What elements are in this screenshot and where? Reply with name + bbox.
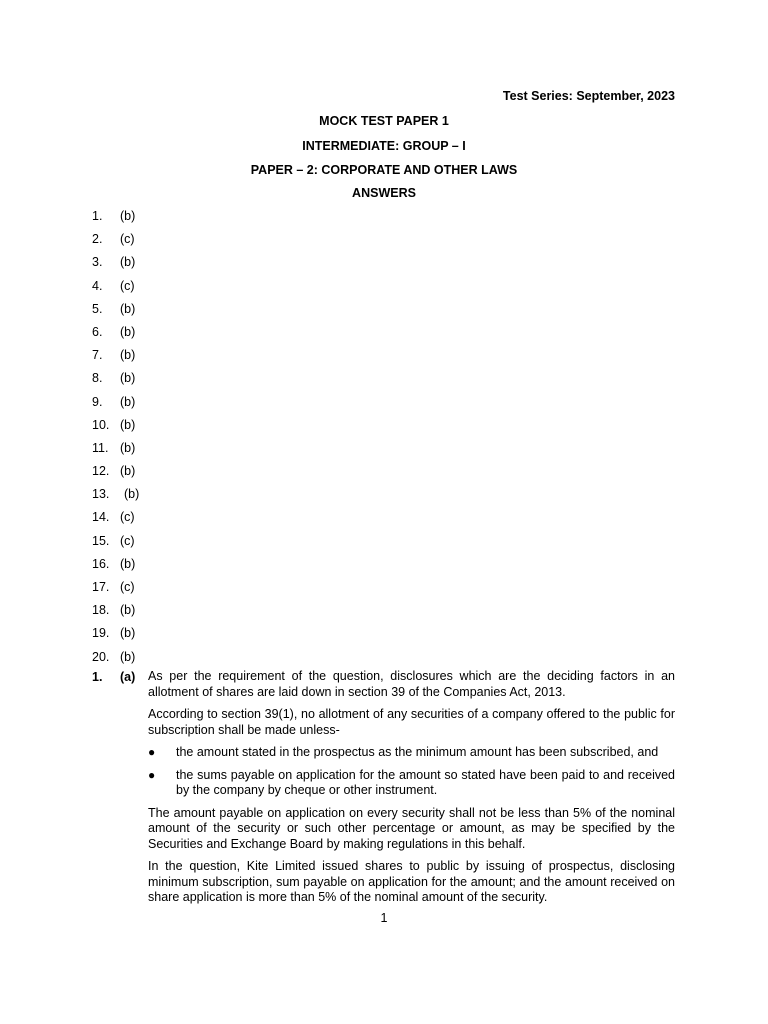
bullet-icon: ● <box>148 745 156 759</box>
question-part: (a) <box>120 670 136 684</box>
answer-row <box>92 394 392 417</box>
answer-number: 17. <box>92 580 110 594</box>
answer-row <box>92 254 392 277</box>
paragraph: As per the requirement of the question, disclosures which are the deciding factors in an allotment of shares are laid down in section 39 of the Companies Act, 2013. <box>148 669 675 699</box>
answer-number: 12. <box>92 464 110 479</box>
answer-number: 5. <box>92 301 103 316</box>
section-heading: ANSWERS <box>352 186 416 200</box>
answer-body <box>148 669 675 913</box>
answer-number: 14. <box>92 510 110 525</box>
answer-number: 6. <box>92 324 103 339</box>
answer-number: 4. <box>92 278 103 293</box>
answer-number: 7. <box>92 348 103 363</box>
answer-number: 19. <box>92 626 110 641</box>
answer-number: 2. <box>92 232 103 247</box>
paragraph: According to section 39(1), no allotment of any securities of a company offered to the public for subscription shall be made unless- <box>148 707 675 737</box>
question-number: 1. <box>92 670 103 684</box>
answer-row <box>92 602 392 625</box>
answer-choice: (c) <box>120 232 135 247</box>
bullet-icon: ● <box>148 767 156 782</box>
answer-choice: (b) <box>120 464 136 479</box>
answer-row <box>92 579 392 602</box>
answer-choice: (b) <box>120 209 136 223</box>
answer-choice: (c) <box>120 278 135 293</box>
answer-row <box>92 208 392 231</box>
answer-row <box>92 278 392 301</box>
answer-choice: (c) <box>120 510 135 525</box>
answer-key-list <box>92 208 392 672</box>
answer-choice: (b) <box>120 301 136 316</box>
answer-number: 10. <box>92 417 110 432</box>
answer-number: 9. <box>92 394 103 409</box>
answer-row <box>92 347 392 370</box>
answer-number: 15. <box>92 533 110 548</box>
paragraph: The amount payable on application on every security shall not be less than 5% of the nominal amount of the security or such other percentage or amount, as may be specified by the Securities and Exchange Board by making regulations in this behalf. <box>148 805 675 851</box>
paragraph: In the question, Kite Limited issued shares to public by issuing of prospectus, disclosing minimum subscription, sum payable on application for the amount; and the amount received on share application is more than 5% of the nominal amount of the security. <box>148 859 675 904</box>
answer-choice: (b) <box>120 371 136 386</box>
answer-row <box>92 417 392 440</box>
group-heading: INTERMEDIATE: GROUP – I <box>302 139 466 153</box>
answer-choice: (b) <box>120 394 136 409</box>
answer-choice: (b) <box>120 255 136 270</box>
answer-choice: (b) <box>120 649 136 664</box>
answer-number: 13. <box>92 487 110 502</box>
answer-row <box>92 463 392 486</box>
answer-row <box>92 625 392 648</box>
answer-number: 1. <box>92 209 103 223</box>
answer-row <box>92 509 392 532</box>
answer-row <box>92 440 392 463</box>
answer-choice: (b) <box>120 324 136 339</box>
answer-row <box>92 533 392 556</box>
paper-heading: PAPER – 2: CORPORATE AND OTHER LAWS <box>250 163 518 177</box>
answer-number: 16. <box>92 556 110 571</box>
answer-choice: (c) <box>120 533 135 548</box>
answer-number: 18. <box>92 603 110 618</box>
paper-title: MOCK TEST PAPER 1 <box>319 114 449 128</box>
answer-number: 20. <box>92 649 110 664</box>
answer-choice: (b) <box>120 348 136 363</box>
answer-row <box>92 324 392 347</box>
answer-row <box>92 231 392 254</box>
answer-number: 3. <box>92 255 103 270</box>
bullet-text: the sums payable on application for the amount so stated have been paid to and received by the company by cheque or other instrument. <box>176 767 675 797</box>
answer-choice: (b) <box>120 556 136 571</box>
answer-choice: (b) <box>120 626 136 641</box>
answer-number: 11. <box>92 440 109 455</box>
answer-row <box>92 486 392 509</box>
test-series-label: Test Series: September, 2023 <box>502 89 675 103</box>
answer-row <box>92 370 392 393</box>
answer-choice: (b) <box>120 603 136 618</box>
answer-choice: (b) <box>124 487 140 502</box>
bullet-item <box>148 768 675 799</box>
bullet-item <box>148 745 675 761</box>
answer-choice: (b) <box>120 417 136 432</box>
answer-choice: (b) <box>120 440 136 455</box>
answer-row <box>92 301 392 324</box>
bullet-text: the amount stated in the prospectus as the minimum amount has been subscribed, and <box>176 745 659 759</box>
answer-choice: (c) <box>120 580 135 594</box>
answer-number: 8. <box>92 371 103 386</box>
answer-row <box>92 556 392 579</box>
page-number: 1 <box>380 911 388 925</box>
